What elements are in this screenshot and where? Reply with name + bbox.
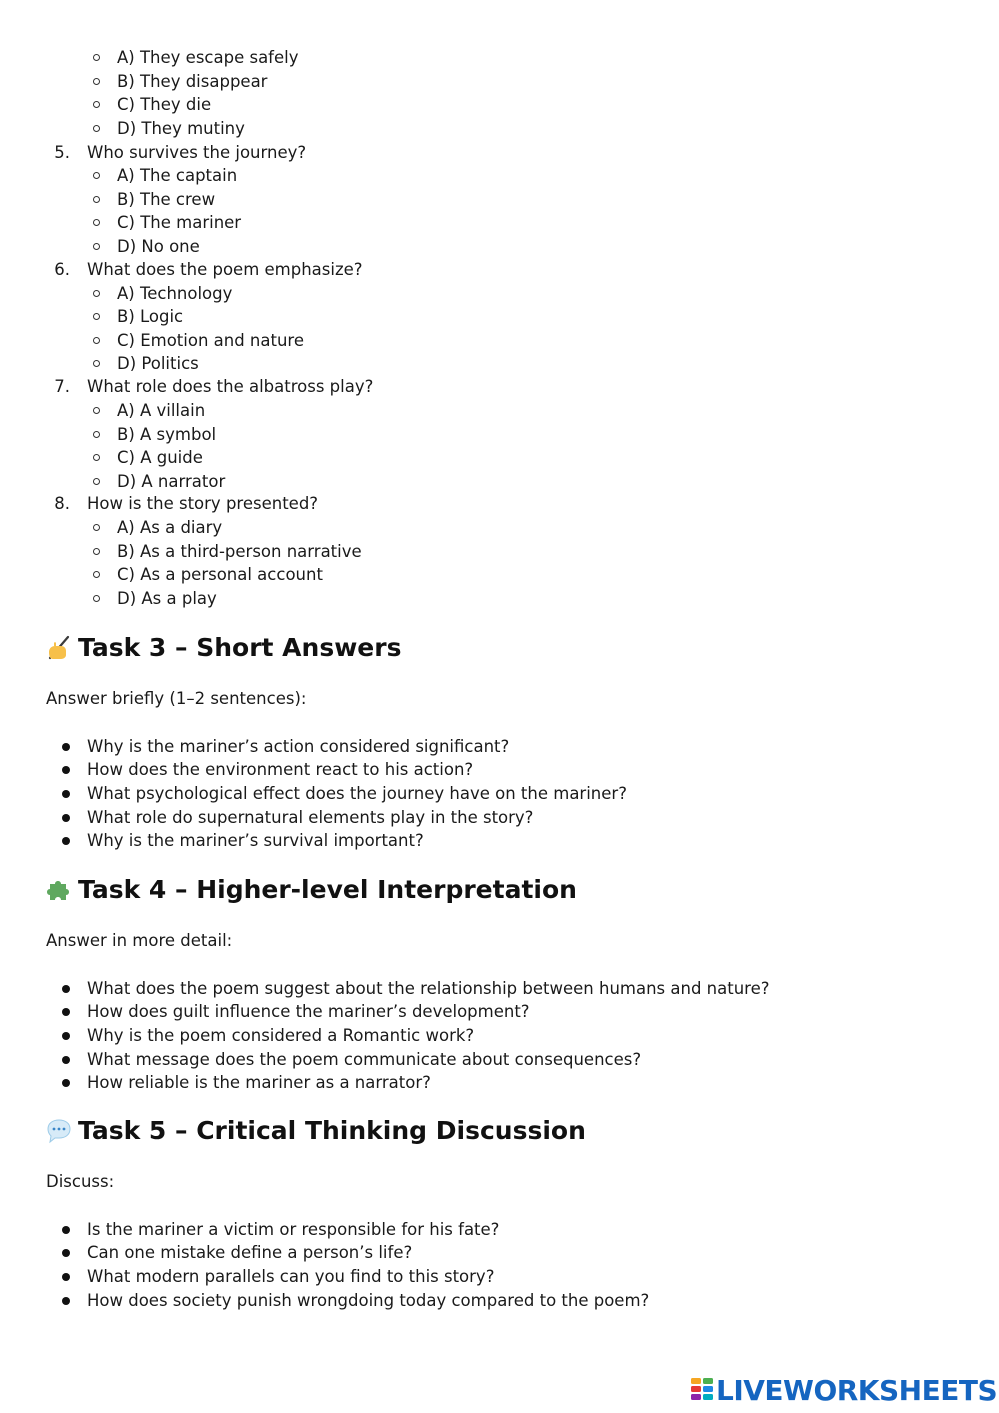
option-bullet [93,125,100,132]
option-bullet [93,478,100,485]
task4-item: What does the poem suggest about the relationship between humans and nature? [87,979,770,998]
task4-heading: Task 4 – Higher-level Interpretation [78,875,577,904]
option-bullet [93,54,100,61]
question-text: How is the story presented? [87,494,319,513]
bullet [62,743,70,751]
option-bullet [93,360,100,367]
question-text: Who survives the journey? [87,143,307,162]
option-bullet [93,101,100,108]
option-bullet [93,196,100,203]
writing-hand-icon [46,634,72,660]
option-text: C) A guide [117,448,203,467]
option-bullet [93,431,100,438]
option-text: A) The captain [117,166,238,185]
bullet [62,1226,70,1234]
task4-intro: Answer in more detail: [46,931,233,950]
option-text: A) As a diary [117,518,223,537]
option-text: B) Logic [117,307,184,326]
speech-balloon-icon [46,1118,72,1144]
option-bullet [93,172,100,179]
question-text: What does the poem emphasize? [87,260,363,279]
option-text: B) A symbol [117,425,217,444]
option-bullet [93,595,100,602]
option-bullet [93,571,100,578]
option-text: D) As a play [117,589,217,608]
liveworksheets-logo[interactable] [690,1372,997,1408]
bullet [62,1249,70,1257]
option-bullet [93,407,100,414]
task5-item: How does society punish wrongdoing today compared to the poem? [87,1291,650,1310]
task4-item: What message does the poem communicate about consequences? [87,1050,642,1069]
bullet [62,814,70,822]
bullet [62,1079,70,1087]
option-text: B) As a third-person narrative [117,542,362,561]
option-text: C) As a personal account [117,565,323,584]
question-number: 7. [54,377,70,396]
option-bullet [93,548,100,555]
option-bullet [93,219,100,226]
task3-item: What role do supernatural elements play in the story? [87,808,534,827]
task5-item: Can one mistake define a person’s life? [87,1243,413,1262]
option-text: A) A villain [117,401,206,420]
option-text: B) They disappear [117,72,268,91]
bullet [62,985,70,993]
option-bullet [93,524,100,531]
task5-intro: Discuss: [46,1172,115,1191]
option-bullet [93,290,100,297]
task3-heading: Task 3 – Short Answers [78,633,402,662]
bullet [62,790,70,798]
option-text: B) The crew [117,190,216,209]
bullet [62,1032,70,1040]
task3-intro: Answer briefly (1–2 sentences): [46,689,307,708]
question-number: 5. [54,143,70,162]
option-text: C) The mariner [117,213,242,232]
option-bullet [93,337,100,344]
option-bullet [93,243,100,250]
liveworksheets-logo-icon [690,1376,714,1404]
task4-item: How reliable is the mariner as a narrator? [87,1073,431,1092]
option-text: D) Politics [117,354,199,373]
question-text: What role does the albatross play? [87,377,374,396]
option-text: C) Emotion and nature [117,331,305,350]
bullet [62,1297,70,1305]
puzzle-piece-icon [46,876,72,902]
task5-item: Is the mariner a victim or responsible for his fate? [87,1220,500,1239]
bullet [62,1056,70,1064]
logo-text: LIVEWORKSHEETS [716,1373,998,1407]
bullet [62,1008,70,1016]
task3-item: Why is the mariner’s survival important? [87,831,424,850]
option-text: A) They escape safely [117,48,299,67]
task5-item: What modern parallels can you find to this story? [87,1267,495,1286]
option-bullet [93,313,100,320]
option-bullet [93,454,100,461]
bullet [62,837,70,845]
task3-item: How does the environment react to his action? [87,760,474,779]
option-bullet [93,78,100,85]
task5-heading: Task 5 – Critical Thinking Discussion [78,1116,586,1145]
bullet [62,766,70,774]
option-text: A) Technology [117,284,233,303]
option-text: D) A narrator [117,472,226,491]
option-text: C) They die [117,95,212,114]
bullet [62,1273,70,1281]
task4-item: How does guilt influence the mariner’s development? [87,1002,530,1021]
question-number: 8. [54,494,70,513]
task3-item: Why is the mariner’s action considered significant? [87,737,510,756]
option-text: D) No one [117,237,200,256]
task4-item: Why is the poem considered a Romantic work? [87,1026,475,1045]
option-text: D) They mutiny [117,119,245,138]
task3-item: What psychological effect does the journey have on the mariner? [87,784,627,803]
question-number: 6. [54,260,70,279]
